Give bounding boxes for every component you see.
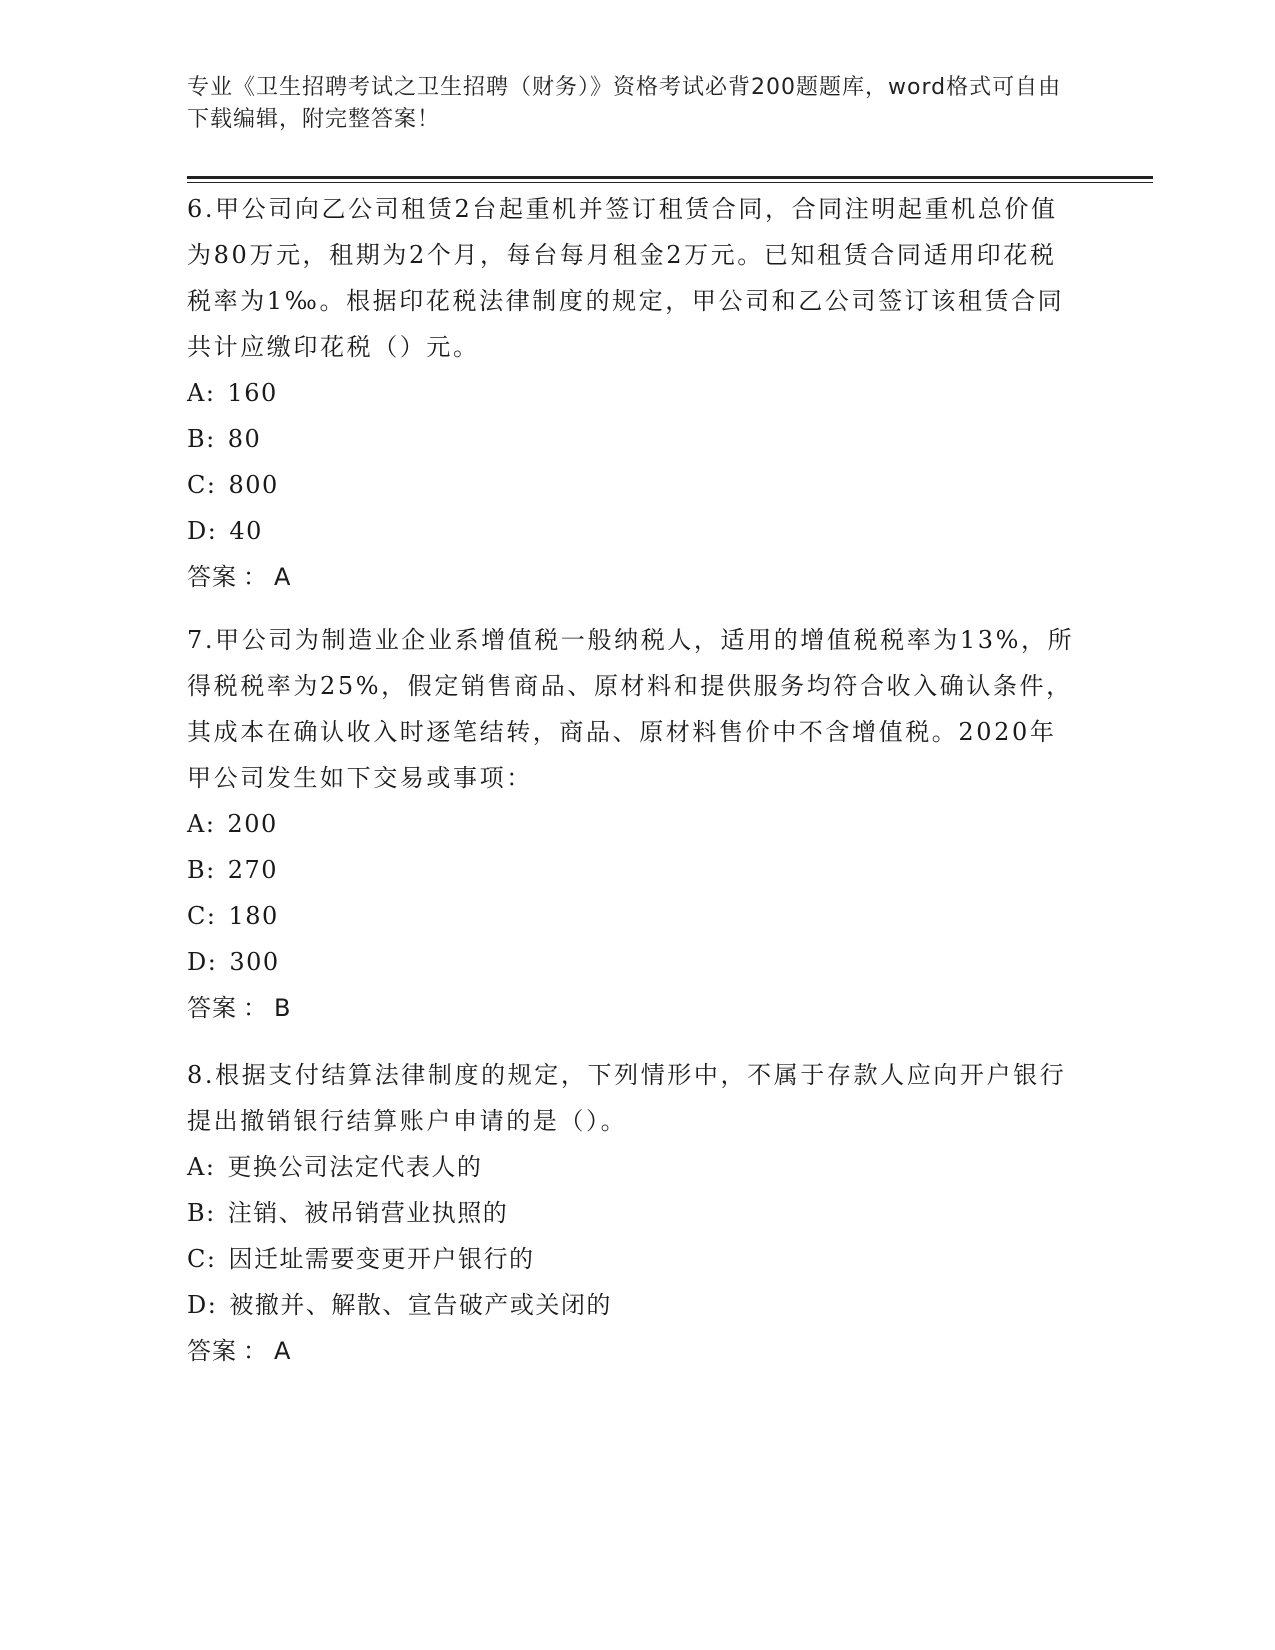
option-text: 200 — [227, 810, 278, 838]
option-text: 800 — [228, 471, 279, 499]
option-text: 因迁址需要变更开户银行的 — [228, 1245, 535, 1273]
option-c — [187, 1236, 1077, 1282]
question-7 — [187, 617, 1077, 1031]
option-letter: C: — [187, 1245, 217, 1273]
header-divider-thick — [187, 176, 1153, 179]
option-letter: D: — [187, 948, 218, 976]
option-b — [187, 1190, 1077, 1236]
answer-value: B — [274, 994, 292, 1022]
option-letter: B: — [187, 425, 216, 453]
question-stem: 8.根据支付结算法律制度的规定，下列情形中，不属于存款人应向开户银行提出撤销银行结算账户申请的是（）。 — [187, 1061, 1067, 1135]
option-text: 180 — [228, 902, 279, 930]
answer-separator: ： — [243, 563, 268, 591]
option-letter: C: — [187, 471, 217, 499]
option-letter: A: — [187, 1153, 216, 1181]
option-b — [187, 847, 1077, 893]
option-c — [187, 462, 1077, 508]
option-text: 40 — [229, 517, 263, 545]
option-a — [187, 370, 1077, 416]
option-d — [187, 939, 1077, 985]
document-header: 专业《卫生招聘考试之卫生招聘（财务）》资格考试必背200题题库，word格式可自由下载编辑，附完整答案！ — [187, 75, 1062, 132]
option-text: 300 — [229, 948, 280, 976]
answer-separator: ： — [243, 1337, 268, 1365]
header-divider-thin — [187, 182, 1153, 183]
question-stem: 6.甲公司向乙公司租赁2台起重机并签订租赁合同，合同注明起重机总价值为80万元，租期为2个月，每台每月租金2万元。已知租赁合同适用印花税税率为1‰。根据印花税法律制度的规定，甲公司和乙公司签订该租赁合同共计应缴印花税（）元。 — [187, 195, 1065, 361]
option-text: 被撤并、解散、宣告破产或关闭的 — [229, 1291, 612, 1319]
option-d — [187, 508, 1077, 554]
option-letter: A: — [187, 379, 216, 407]
option-b — [187, 416, 1077, 462]
option-text: 更换公司法定代表人的 — [227, 1153, 483, 1181]
option-a — [187, 801, 1077, 847]
answer-line — [187, 985, 1077, 1031]
option-letter: B: — [187, 856, 216, 884]
answer-value: A — [274, 563, 292, 591]
option-a — [187, 1144, 1077, 1190]
option-letter: A: — [187, 810, 216, 838]
option-c — [187, 893, 1077, 939]
answer-label: 答案 — [187, 994, 237, 1022]
answer-line — [187, 1328, 1077, 1374]
answer-label: 答案 — [187, 563, 237, 591]
answer-value: A — [274, 1337, 292, 1365]
option-text: 270 — [227, 856, 279, 884]
question-6 — [187, 186, 1077, 600]
answer-line — [187, 554, 1077, 600]
option-letter: C: — [187, 902, 217, 930]
answer-separator: ： — [243, 994, 268, 1022]
option-letter: B: — [187, 1199, 216, 1227]
option-letter: D: — [187, 1291, 218, 1319]
question-stem: 7.甲公司为制造业企业系增值税一般纳税人，适用的增值税税率为13%，所得税税率为25%，假定销售商品、原材料和提供服务均符合收入确认条件，其成本在确认收入时逐笔结转，商品、原材料售价中不含增值税。2020年甲公司发生如下交易或事项： — [187, 626, 1075, 792]
answer-label: 答案 — [187, 1337, 237, 1365]
option-text: 160 — [227, 379, 278, 407]
option-letter: D: — [187, 517, 218, 545]
option-text: 注销、被吊销营业执照的 — [227, 1199, 509, 1227]
option-text: 80 — [227, 425, 262, 453]
option-d — [187, 1282, 1077, 1328]
question-8 — [187, 1052, 1077, 1374]
